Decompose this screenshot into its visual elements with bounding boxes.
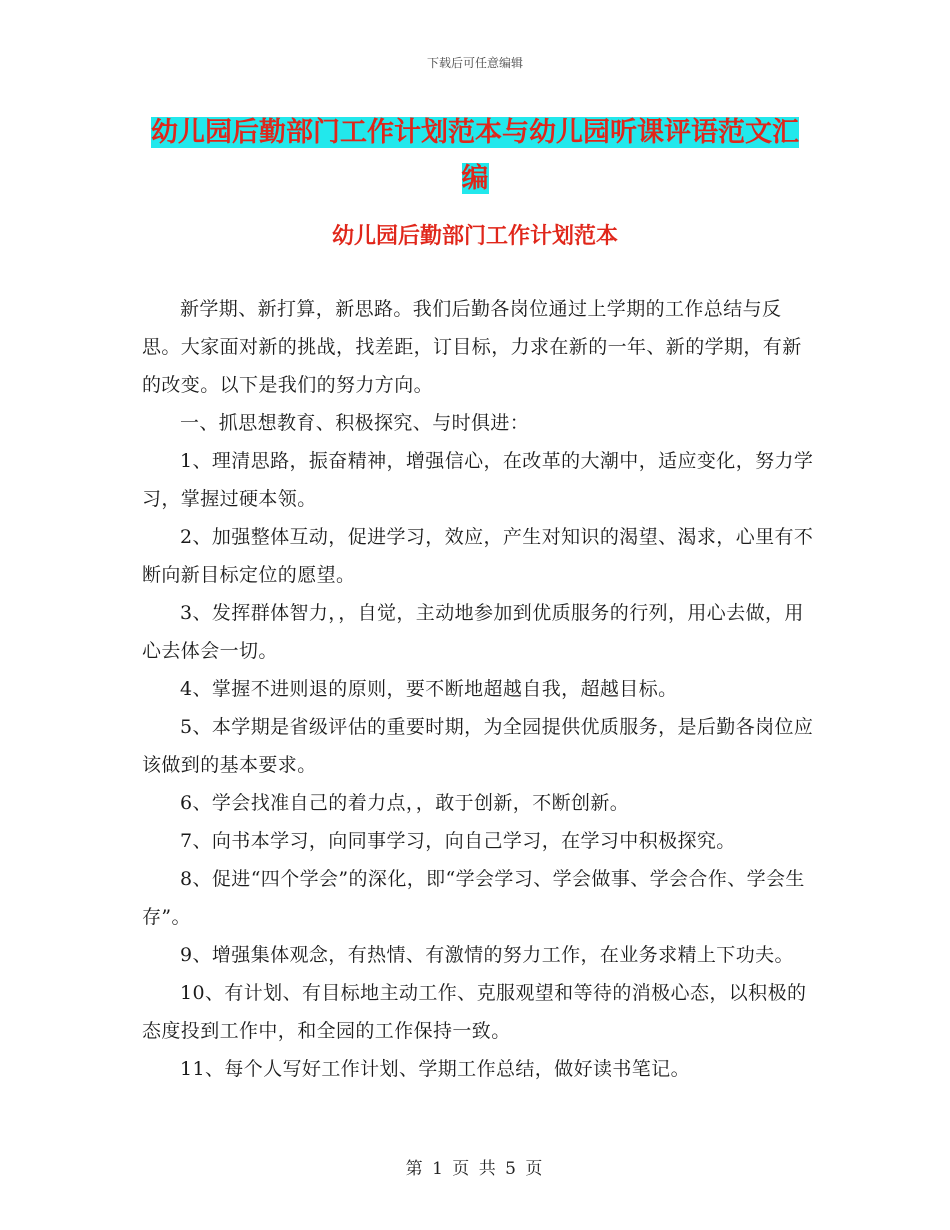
- page-footer: 第 1 页 共 5 页: [405, 1159, 545, 1179]
- paragraph: 7、向书本学习，向同事学习，向自己学习，在学习中积极探究。: [180, 830, 736, 852]
- paragraph: 5、本学期是省级评估的重要时期，为全园提供优质服务，是后勤各岗位应该做到的基本要求。: [142, 716, 814, 776]
- paragraph: 6、学会找准自己的着力点，，敢于创新，不断创新。: [180, 792, 630, 814]
- paragraph: 3、发挥群体智力，，自觉，主动地参加到优质服务的行列，用心去做，用心去体会一切。: [142, 602, 804, 662]
- document-title: [150, 110, 800, 202]
- paragraph: 8、促进“四个学会”的深化，即“学会学习、学会做事、学会合作、学会生存”。: [142, 868, 805, 928]
- paragraph: 4、掌握不进则退的原则，要不断地超越自我，超越目标。: [180, 678, 678, 700]
- paragraph: 9、增强集体观念，有热情、有激情的努力工作，在业务求精上下功夫。: [180, 944, 794, 966]
- paragraph: 2、加强整体互动，促进学习，效应，产生对知识的渴望、渴求，心里有不断向新目标定位的愿望。: [142, 526, 814, 586]
- document-title-text: 幼儿园后勤部门工作计划范本与幼儿园听课评语范文汇编: [151, 117, 799, 194]
- body-text: [142, 290, 814, 1088]
- paragraph: 11、每个人写好工作计划、学期工作总结，做好读书笔记。: [180, 1058, 690, 1080]
- section-title: 幼儿园后勤部门工作计划范本: [331, 224, 618, 249]
- paragraph: 新学期、新打算，新思路。我们后勤各岗位通过上学期的工作总结与反思。大家面对新的挑战，找差距，订目标，力求在新的一年、新的学期，有新的改变。以下是我们的努力方向。: [142, 298, 802, 396]
- paragraph: 一、抓思想教育、积极探究、与时俱进：: [180, 412, 530, 434]
- paragraph: 1、理清思路，振奋精神，增强信心，在改革的大潮中，适应变化，努力学习，掌握过硬本领。: [142, 450, 814, 510]
- header-note: 下载后可任意编辑: [426, 56, 523, 70]
- paragraph: 10、有计划、有目标地主动工作、克服观望和等待的消极心态，以积极的态度投到工作中，和全园的工作保持一致。: [142, 982, 807, 1042]
